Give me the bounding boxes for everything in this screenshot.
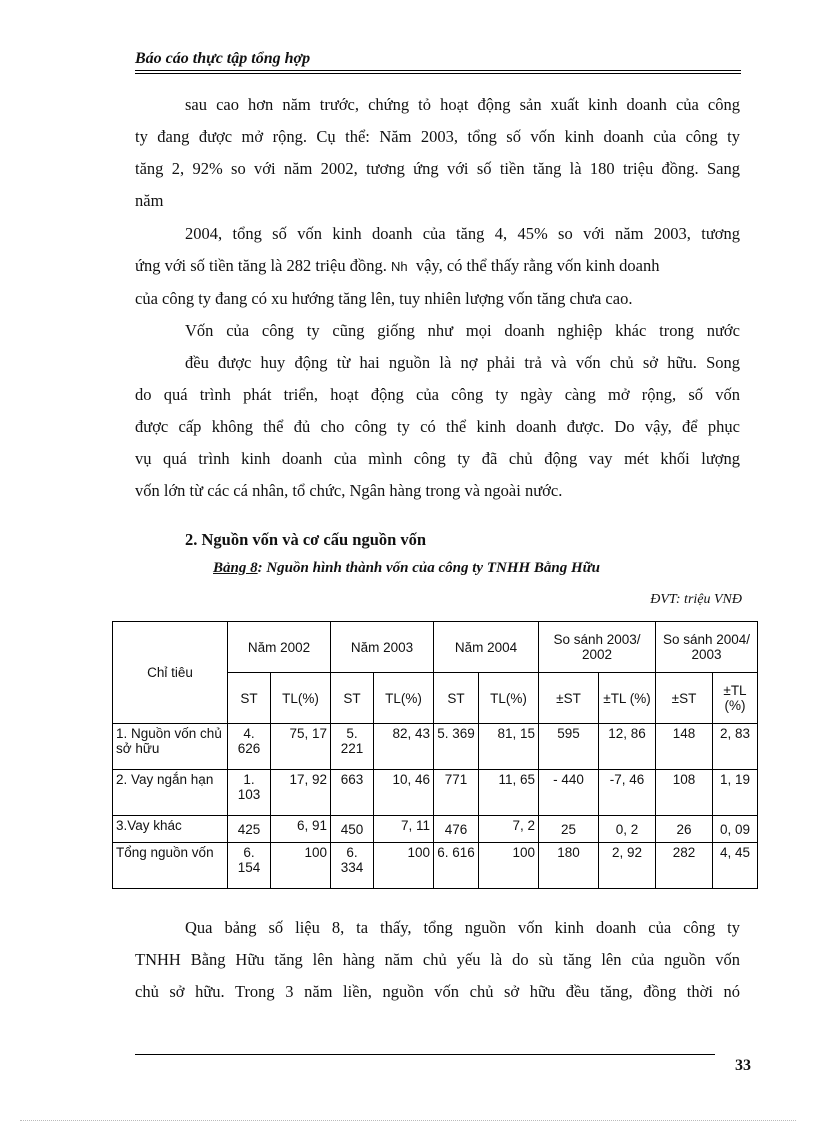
table-caption: [213, 560, 600, 577]
cell: 2, 92: [599, 843, 656, 889]
header-pm-tl: ±TL (%): [713, 673, 758, 724]
cell: 100: [479, 843, 539, 889]
cell: 11, 65: [479, 770, 539, 816]
cell: 4. 626: [228, 724, 271, 770]
header-year: Năm 2003: [331, 622, 434, 673]
cell: 2, 83: [713, 724, 758, 770]
cell: 6. 616: [434, 843, 479, 889]
cell: 100: [271, 843, 331, 889]
cell: -7, 46: [599, 770, 656, 816]
cell: 7, 11: [374, 816, 434, 843]
row-label: 3.Vay khác: [113, 816, 228, 843]
cell: 17, 92: [271, 770, 331, 816]
paragraph-1: [135, 89, 740, 217]
text-fragment: vậy, có thể thấy rằng vốn kinh doanh: [415, 256, 660, 275]
header-pm-tl: ±TL (%): [599, 673, 656, 724]
cell: 75, 17: [271, 724, 331, 770]
text-line: vốn lớn từ các cá nhân, tổ chức, Ngân hàng trong và ngoài nước.: [135, 481, 563, 500]
cell: 0, 09: [713, 816, 758, 843]
header-st: ST: [228, 673, 271, 724]
cell: 82, 43: [374, 724, 434, 770]
header-year: Năm 2002: [228, 622, 331, 673]
table-row: [113, 816, 758, 843]
table-caption-text: : Nguồn hình thành vốn của công ty TNHH Bằng Hữu: [257, 560, 601, 576]
cell: 663: [331, 770, 374, 816]
header-tl: TL(%): [374, 673, 434, 724]
row-label: Tổng nguồn vốn: [113, 843, 228, 889]
cell: 6. 154: [228, 843, 271, 889]
cell: 6, 91: [271, 816, 331, 843]
row-label: 1. Nguồn vốn chủ sở hữu: [113, 724, 228, 770]
cell: 100: [374, 843, 434, 889]
header-pm-st: ±ST: [656, 673, 713, 724]
text-line: 2004, tổng số vốn kinh doanh của tăng 4, 45% so với năm 2003, tương: [185, 224, 740, 243]
cell: 5. 221: [331, 724, 374, 770]
cell: 1, 19: [713, 770, 758, 816]
row-label: 2. Vay ngắn hạn: [113, 770, 228, 816]
paragraph-2: [135, 218, 740, 315]
header-compare: So sánh 2004/ 2003: [656, 622, 758, 673]
page-bottom-dotted-rule: [20, 1120, 796, 1121]
footer-rule: [135, 1054, 715, 1055]
text-line: chủ sở hữu. Trong 3 năm liền, nguồn vốn chủ sở hữu đều tăng, đồng thời nó: [135, 982, 740, 1001]
header-rule: [135, 70, 741, 71]
text-line: do quá trình phát triển, hoạt động của công ty ngày càng mở rộng, số vốn: [135, 385, 740, 404]
cell: 1. 103: [228, 770, 271, 816]
table-row: [113, 724, 758, 770]
paragraph-4: [135, 912, 740, 1008]
cell: 12, 86: [599, 724, 656, 770]
cell: 282: [656, 843, 713, 889]
cell: 425: [228, 816, 271, 843]
cell: 0, 2: [599, 816, 656, 843]
text-fragment: ứng với số tiền tăng là 282 triệu đồng.: [135, 256, 387, 275]
header-tl: TL(%): [479, 673, 539, 724]
unit-note: ĐVT: triệu VNĐ: [650, 592, 742, 607]
cell: 595: [539, 724, 599, 770]
text-line: tăng 2, 92% so với năm 2002, tương ứng với số tiền tăng là 180 triệu đồng. Sang: [135, 159, 740, 178]
table-row: [113, 843, 758, 889]
cell: 450: [331, 816, 374, 843]
cell: 771: [434, 770, 479, 816]
header-chi-tieu: Chỉ tiêu: [113, 622, 228, 724]
page-number: 33: [735, 1057, 751, 1074]
text-line: sau cao hơn năm trước, chứng tỏ hoạt động sản xuất kinh doanh của công: [185, 95, 740, 114]
text-line: Qua bảng số liệu 8, ta thấy, tổng nguồn vốn kinh doanh của công ty: [185, 918, 740, 937]
text-line: [135, 250, 740, 283]
text-line: đều được huy động từ hai nguồn là nợ phải trả và vốn chủ sở hữu. Song: [185, 353, 740, 372]
header-st: ST: [331, 673, 374, 724]
running-header: Báo cáo thực tập tổng hợp: [135, 50, 311, 67]
capital-structure-table: [112, 621, 758, 889]
cell: 476: [434, 816, 479, 843]
text-line: được cấp không thể đủ cho công ty có thể kinh doanh được. Do vậy, để phục: [135, 417, 740, 436]
header-pm-st: ±ST: [539, 673, 599, 724]
header-tl: TL(%): [271, 673, 331, 724]
text-line: TNHH Bằng Hữu tăng lên hàng năm chủ yếu là do sù tăng lên của nguồn vốn: [135, 950, 740, 969]
text-line: ty đang được mở rộng. Cụ thể: Năm 2003, tổng số vốn kinh doanh của công ty: [135, 127, 740, 146]
cell: 26: [656, 816, 713, 843]
cell: 4, 45: [713, 843, 758, 889]
cell: 81, 15: [479, 724, 539, 770]
text-line: của công ty đang có xu hướng tăng lên, tuy nhiên lượng vốn tăng chưa cao.: [135, 289, 633, 308]
cell: 25: [539, 816, 599, 843]
text-line: vụ quá trình kinh doanh của mình công ty đã chủ động vay mét khối lượng: [135, 449, 740, 468]
cell: 180: [539, 843, 599, 889]
cell: 148: [656, 724, 713, 770]
text-fragment-nh: Nh: [390, 259, 408, 274]
table-caption-label: Bảng 8: [213, 560, 258, 576]
cell: 7, 2: [479, 816, 539, 843]
cell: - 440: [539, 770, 599, 816]
table-row: [113, 770, 758, 816]
header-compare: So sánh 2003/ 2002: [539, 622, 656, 673]
section-heading: 2. Nguồn vốn và cơ cấu nguồn vốn: [185, 530, 427, 549]
text-line: năm: [135, 191, 164, 210]
cell: 10, 46: [374, 770, 434, 816]
header-st: ST: [434, 673, 479, 724]
header-year: Năm 2004: [434, 622, 539, 673]
cell: 6. 334: [331, 843, 374, 889]
cell: 108: [656, 770, 713, 816]
header-rule-double: [135, 73, 741, 74]
cell: 5. 369: [434, 724, 479, 770]
text-line: Vốn của công ty cũng giống như mọi doanh nghiệp khác trong nước: [185, 321, 740, 340]
paragraph-3: [135, 315, 740, 507]
